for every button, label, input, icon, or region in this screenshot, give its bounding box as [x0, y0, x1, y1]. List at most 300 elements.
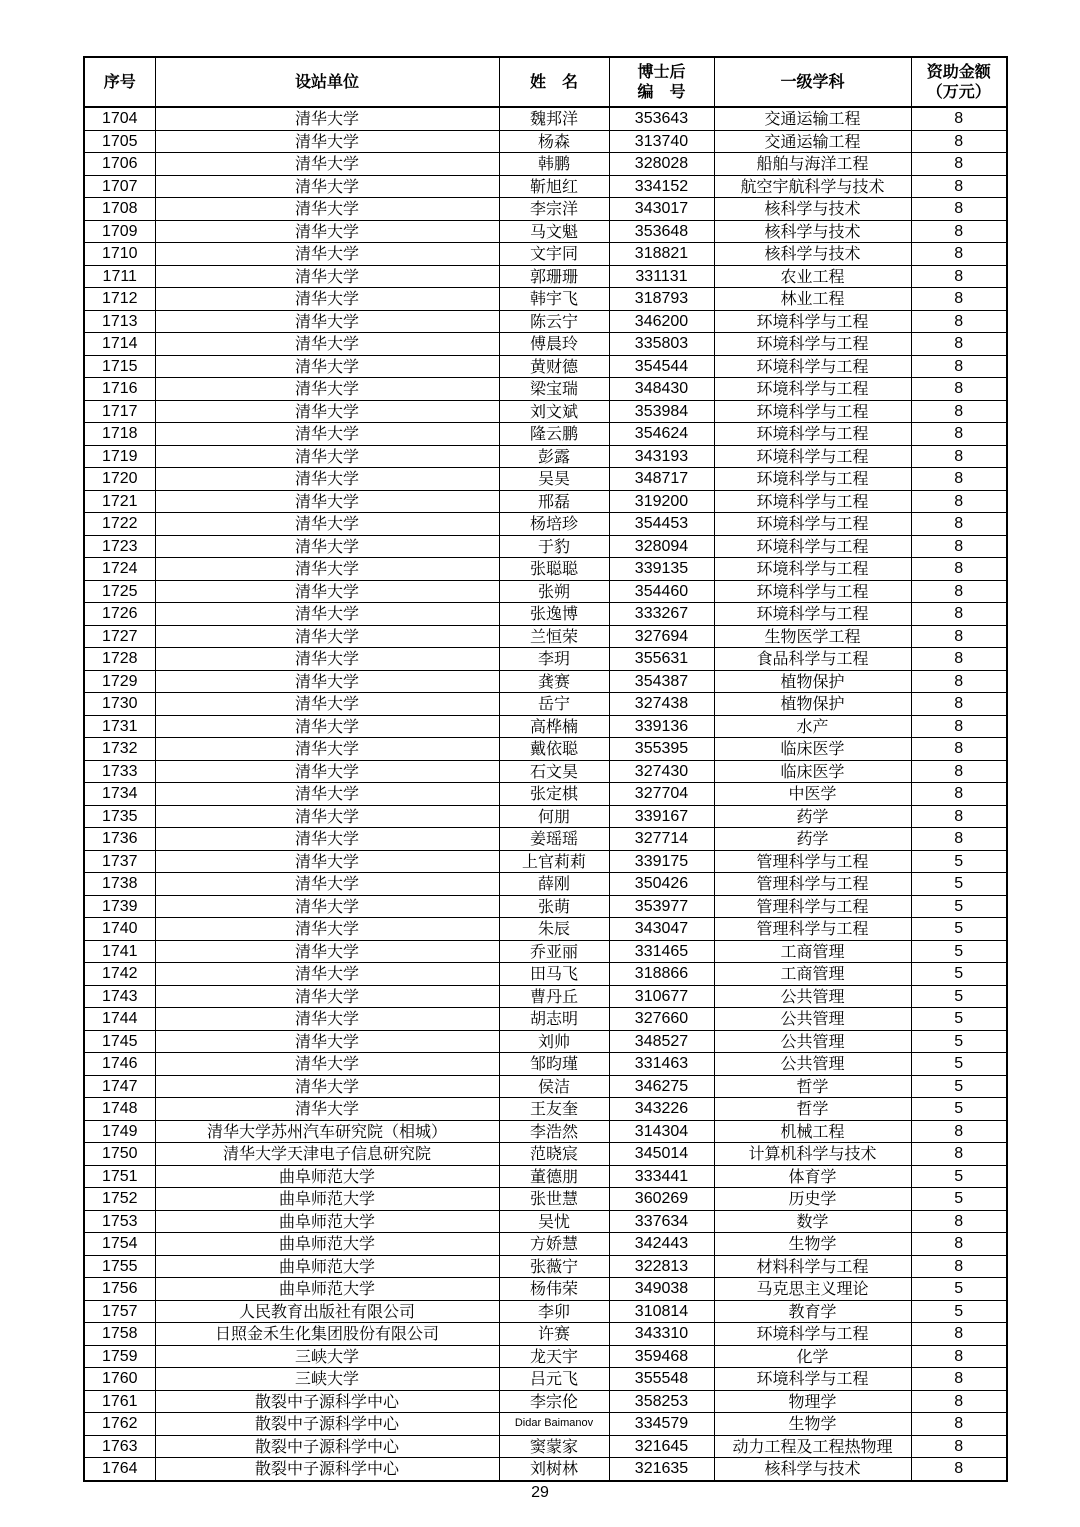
cell-amount: 8	[911, 198, 1007, 221]
cell-amount: 8	[911, 693, 1007, 716]
cell-postdoc-id: 354387	[609, 670, 714, 693]
cell-postdoc-id: 349038	[609, 1278, 714, 1301]
cell-seq: 1743	[84, 985, 155, 1008]
table-row	[84, 535, 1007, 558]
cell-postdoc-id: 360269	[609, 1188, 714, 1211]
header-postdoc-id-line2: 编 号	[637, 82, 686, 101]
table-row	[84, 783, 1007, 806]
cell-unit: 曲阜师范大学	[155, 1188, 499, 1211]
cell-seq: 1732	[84, 738, 155, 761]
cell-postdoc-id: 354624	[609, 423, 714, 446]
cell-amount: 8	[911, 1435, 1007, 1458]
cell-amount: 8	[911, 1345, 1007, 1368]
header-amount-line1: 资助金额	[926, 62, 991, 81]
cell-discipline: 核科学与技术	[714, 243, 911, 266]
cell-postdoc-id: 331465	[609, 940, 714, 963]
cell-amount: 5	[911, 1030, 1007, 1053]
table-row	[84, 895, 1007, 918]
cell-name: 张萌	[499, 895, 609, 918]
cell-name: 张薇宁	[499, 1255, 609, 1278]
cell-seq: 1751	[84, 1165, 155, 1188]
table-row	[84, 828, 1007, 851]
cell-name: 上官莉莉	[499, 850, 609, 873]
cell-name: 侯洁	[499, 1075, 609, 1098]
cell-amount: 8	[911, 513, 1007, 536]
cell-postdoc-id: 319200	[609, 490, 714, 513]
cell-amount: 8	[911, 265, 1007, 288]
header-postdoc-id-line1: 博士后	[637, 62, 686, 81]
cell-postdoc-id: 318866	[609, 963, 714, 986]
cell-name: 李宗伦	[499, 1390, 609, 1413]
header-discipline: 一级学科	[714, 57, 911, 107]
cell-amount: 8	[911, 670, 1007, 693]
cell-seq: 1742	[84, 963, 155, 986]
cell-discipline: 农业工程	[714, 265, 911, 288]
table-row	[84, 625, 1007, 648]
cell-amount: 5	[911, 1278, 1007, 1301]
cell-name: 方娇慧	[499, 1233, 609, 1256]
cell-name: 张朔	[499, 580, 609, 603]
cell-seq: 1744	[84, 1008, 155, 1031]
cell-name: 马文魁	[499, 220, 609, 243]
cell-postdoc-id: 334152	[609, 175, 714, 198]
cell-discipline: 公共管理	[714, 1030, 911, 1053]
cell-discipline: 公共管理	[714, 1008, 911, 1031]
table-row	[84, 693, 1007, 716]
table-row	[84, 288, 1007, 311]
table-row	[84, 760, 1007, 783]
cell-amount: 5	[911, 985, 1007, 1008]
table-row	[84, 107, 1007, 130]
cell-seq: 1726	[84, 603, 155, 626]
cell-amount: 5	[911, 1075, 1007, 1098]
table-row	[84, 400, 1007, 423]
funding-table	[83, 56, 1008, 1482]
cell-seq: 1733	[84, 760, 155, 783]
table-header-row	[84, 57, 1007, 107]
cell-name: 范晓宸	[499, 1143, 609, 1166]
cell-name: 韩鹏	[499, 153, 609, 176]
cell-discipline: 临床医学	[714, 760, 911, 783]
cell-seq: 1753	[84, 1210, 155, 1233]
cell-seq: 1727	[84, 625, 155, 648]
table-row	[84, 513, 1007, 536]
cell-postdoc-id: 346275	[609, 1075, 714, 1098]
cell-amount: 5	[911, 1008, 1007, 1031]
cell-postdoc-id: 321645	[609, 1435, 714, 1458]
table-row	[84, 918, 1007, 941]
cell-unit: 清华大学	[155, 107, 499, 130]
table-row	[84, 1210, 1007, 1233]
cell-amount: 8	[911, 648, 1007, 671]
cell-name: 田马飞	[499, 963, 609, 986]
table-row	[84, 198, 1007, 221]
cell-unit: 清华大学	[155, 895, 499, 918]
cell-unit: 清华大学	[155, 355, 499, 378]
table-row	[84, 1165, 1007, 1188]
cell-seq: 1718	[84, 423, 155, 446]
cell-discipline: 马克思主义理论	[714, 1278, 911, 1301]
cell-seq: 1719	[84, 445, 155, 468]
cell-unit: 清华大学	[155, 940, 499, 963]
table-row	[84, 1368, 1007, 1391]
cell-name: 龚赛	[499, 670, 609, 693]
cell-amount: 8	[911, 1458, 1007, 1481]
table-row	[84, 1188, 1007, 1211]
cell-name: 靳旭红	[499, 175, 609, 198]
cell-postdoc-id: 339175	[609, 850, 714, 873]
cell-amount: 8	[911, 288, 1007, 311]
cell-postdoc-id: 353643	[609, 107, 714, 130]
cell-name: 杨森	[499, 130, 609, 153]
table-row	[84, 805, 1007, 828]
cell-discipline: 环境科学与工程	[714, 1368, 911, 1391]
cell-name: 黄财德	[499, 355, 609, 378]
cell-postdoc-id: 353977	[609, 895, 714, 918]
cell-seq: 1761	[84, 1390, 155, 1413]
cell-postdoc-id: 346200	[609, 310, 714, 333]
cell-amount: 8	[911, 828, 1007, 851]
cell-amount: 8	[911, 580, 1007, 603]
cell-name: 梁宝瑞	[499, 378, 609, 401]
cell-unit: 清华大学	[155, 715, 499, 738]
cell-unit: 清华大学	[155, 558, 499, 581]
cell-seq: 1750	[84, 1143, 155, 1166]
cell-name: 薛刚	[499, 873, 609, 896]
cell-seq: 1723	[84, 535, 155, 558]
header-amount	[911, 57, 1007, 107]
cell-seq: 1754	[84, 1233, 155, 1256]
cell-discipline: 生物学	[714, 1233, 911, 1256]
cell-seq: 1736	[84, 828, 155, 851]
cell-name: 杨伟荣	[499, 1278, 609, 1301]
cell-discipline: 生物医学工程	[714, 625, 911, 648]
cell-unit: 散裂中子源科学中心	[155, 1413, 499, 1436]
table-row	[84, 355, 1007, 378]
cell-seq: 1728	[84, 648, 155, 671]
cell-unit: 清华大学	[155, 468, 499, 491]
header-name: 姓 名	[499, 57, 609, 107]
cell-discipline: 环境科学与工程	[714, 490, 911, 513]
cell-name: 李卯	[499, 1300, 609, 1323]
cell-postdoc-id: 327438	[609, 693, 714, 716]
table-row	[84, 558, 1007, 581]
cell-seq: 1716	[84, 378, 155, 401]
cell-name: 曹丹丘	[499, 985, 609, 1008]
cell-discipline: 教育学	[714, 1300, 911, 1323]
cell-discipline: 环境科学与工程	[714, 445, 911, 468]
cell-amount: 8	[911, 1143, 1007, 1166]
cell-name: 乔亚丽	[499, 940, 609, 963]
cell-seq: 1705	[84, 130, 155, 153]
cell-amount: 8	[911, 783, 1007, 806]
cell-discipline: 植物保护	[714, 670, 911, 693]
cell-discipline: 哲学	[714, 1075, 911, 1098]
cell-name: 吴昊	[499, 468, 609, 491]
cell-name: 隆云鹏	[499, 423, 609, 446]
cell-amount: 8	[911, 220, 1007, 243]
cell-seq: 1758	[84, 1323, 155, 1346]
cell-unit: 清华大学	[155, 603, 499, 626]
cell-postdoc-id: 327430	[609, 760, 714, 783]
cell-amount: 5	[911, 963, 1007, 986]
cell-unit: 散裂中子源科学中心	[155, 1435, 499, 1458]
cell-unit: 三峡大学	[155, 1345, 499, 1368]
table-row	[84, 1120, 1007, 1143]
cell-discipline: 药学	[714, 805, 911, 828]
cell-amount: 5	[911, 940, 1007, 963]
cell-amount: 5	[911, 1300, 1007, 1323]
cell-amount: 8	[911, 175, 1007, 198]
cell-discipline: 哲学	[714, 1098, 911, 1121]
cell-postdoc-id: 359468	[609, 1345, 714, 1368]
cell-unit: 清华大学	[155, 760, 499, 783]
cell-name: 王友奎	[499, 1098, 609, 1121]
table-row	[84, 490, 1007, 513]
cell-postdoc-id: 355631	[609, 648, 714, 671]
cell-unit: 清华大学	[155, 445, 499, 468]
cell-discipline: 公共管理	[714, 1053, 911, 1076]
cell-name: 傅晨玲	[499, 333, 609, 356]
cell-discipline: 船舶与海洋工程	[714, 153, 911, 176]
cell-seq: 1708	[84, 198, 155, 221]
cell-unit: 清华大学	[155, 243, 499, 266]
table-row	[84, 963, 1007, 986]
cell-unit: 日照金禾生化集团股份有限公司	[155, 1323, 499, 1346]
cell-unit: 清华大学	[155, 1008, 499, 1031]
table-row	[84, 603, 1007, 626]
cell-discipline: 环境科学与工程	[714, 378, 911, 401]
cell-unit: 散裂中子源科学中心	[155, 1390, 499, 1413]
cell-postdoc-id: 327694	[609, 625, 714, 648]
cell-name: 张定棋	[499, 783, 609, 806]
cell-unit: 清华大学	[155, 535, 499, 558]
cell-unit: 散裂中子源科学中心	[155, 1458, 499, 1481]
cell-name: 郭珊珊	[499, 265, 609, 288]
cell-name: 石文昊	[499, 760, 609, 783]
table-row	[84, 1300, 1007, 1323]
table-row	[84, 648, 1007, 671]
cell-amount: 8	[911, 378, 1007, 401]
cell-name: 刘树林	[499, 1458, 609, 1481]
cell-unit: 清华大学	[155, 918, 499, 941]
cell-amount: 8	[911, 1255, 1007, 1278]
cell-postdoc-id: 353648	[609, 220, 714, 243]
cell-postdoc-id: 343017	[609, 198, 714, 221]
cell-postdoc-id: 339167	[609, 805, 714, 828]
cell-name: 岳宁	[499, 693, 609, 716]
cell-seq: 1709	[84, 220, 155, 243]
cell-discipline: 交通运输工程	[714, 107, 911, 130]
cell-discipline: 核科学与技术	[714, 220, 911, 243]
cell-postdoc-id: 355548	[609, 1368, 714, 1391]
table-row	[84, 1323, 1007, 1346]
cell-amount: 8	[911, 625, 1007, 648]
cell-amount: 5	[911, 1053, 1007, 1076]
cell-amount: 5	[911, 918, 1007, 941]
cell-name: 李宗洋	[499, 198, 609, 221]
cell-amount: 8	[911, 130, 1007, 153]
cell-unit: 清华大学	[155, 310, 499, 333]
cell-postdoc-id: 327704	[609, 783, 714, 806]
cell-name: 李玥	[499, 648, 609, 671]
cell-seq: 1745	[84, 1030, 155, 1053]
cell-unit: 清华大学	[155, 580, 499, 603]
cell-name: 张聪聪	[499, 558, 609, 581]
cell-seq: 1722	[84, 513, 155, 536]
cell-postdoc-id: 328028	[609, 153, 714, 176]
table-row	[84, 1233, 1007, 1256]
table-row	[84, 1075, 1007, 1098]
cell-postdoc-id: 318821	[609, 243, 714, 266]
cell-name: 文宇同	[499, 243, 609, 266]
cell-name: 朱辰	[499, 918, 609, 941]
cell-amount: 5	[911, 895, 1007, 918]
cell-seq: 1759	[84, 1345, 155, 1368]
cell-name: 邹昀瑾	[499, 1053, 609, 1076]
cell-discipline: 化学	[714, 1345, 911, 1368]
cell-discipline: 数学	[714, 1210, 911, 1233]
table-row	[84, 670, 1007, 693]
header-seq: 序号	[84, 57, 155, 107]
cell-amount: 8	[911, 1233, 1007, 1256]
cell-unit: 清华大学	[155, 1053, 499, 1076]
cell-unit: 清华大学	[155, 175, 499, 198]
cell-amount: 5	[911, 1188, 1007, 1211]
cell-amount: 8	[911, 333, 1007, 356]
cell-amount: 8	[911, 603, 1007, 626]
cell-postdoc-id: 355395	[609, 738, 714, 761]
cell-amount: 5	[911, 1165, 1007, 1188]
cell-name: 姜瑶瑶	[499, 828, 609, 851]
cell-discipline: 交通运输工程	[714, 130, 911, 153]
cell-amount: 8	[911, 535, 1007, 558]
cell-discipline: 环境科学与工程	[714, 423, 911, 446]
cell-postdoc-id: 327660	[609, 1008, 714, 1031]
cell-unit: 清华大学	[155, 288, 499, 311]
table-row	[84, 310, 1007, 333]
cell-seq: 1706	[84, 153, 155, 176]
cell-seq: 1725	[84, 580, 155, 603]
cell-seq: 1731	[84, 715, 155, 738]
cell-name: 窦蒙家	[499, 1435, 609, 1458]
cell-name: 高桦楠	[499, 715, 609, 738]
cell-unit: 清华大学	[155, 153, 499, 176]
cell-discipline: 环境科学与工程	[714, 535, 911, 558]
cell-discipline: 环境科学与工程	[714, 310, 911, 333]
cell-name: Didar Baimanov	[499, 1413, 609, 1436]
cell-unit: 清华大学	[155, 783, 499, 806]
cell-unit: 三峡大学	[155, 1368, 499, 1391]
cell-discipline: 环境科学与工程	[714, 333, 911, 356]
cell-unit: 人民教育出版社有限公司	[155, 1300, 499, 1323]
cell-seq: 1738	[84, 873, 155, 896]
cell-unit: 清华大学	[155, 873, 499, 896]
cell-name: 邢磊	[499, 490, 609, 513]
cell-amount: 8	[911, 1413, 1007, 1436]
table-body	[84, 107, 1007, 1481]
cell-unit: 清华大学苏州汽车研究院（相城）	[155, 1120, 499, 1143]
cell-discipline: 管理科学与工程	[714, 918, 911, 941]
table-row	[84, 1008, 1007, 1031]
cell-unit: 清华大学	[155, 400, 499, 423]
table-row	[84, 1030, 1007, 1053]
cell-name: 刘文斌	[499, 400, 609, 423]
cell-unit: 曲阜师范大学	[155, 1210, 499, 1233]
cell-postdoc-id: 331131	[609, 265, 714, 288]
cell-unit: 清华大学	[155, 625, 499, 648]
cell-seq: 1712	[84, 288, 155, 311]
header-unit: 设站单位	[155, 57, 499, 107]
cell-amount: 8	[911, 760, 1007, 783]
cell-unit: 清华大学	[155, 490, 499, 513]
cell-name: 吕元飞	[499, 1368, 609, 1391]
cell-seq: 1714	[84, 333, 155, 356]
cell-amount: 8	[911, 400, 1007, 423]
header-postdoc-id	[609, 57, 714, 107]
table-row	[84, 715, 1007, 738]
cell-postdoc-id: 328094	[609, 535, 714, 558]
cell-seq: 1740	[84, 918, 155, 941]
cell-discipline: 航空宇航科学与技术	[714, 175, 911, 198]
cell-unit: 曲阜师范大学	[155, 1165, 499, 1188]
cell-discipline: 林业工程	[714, 288, 911, 311]
cell-discipline: 管理科学与工程	[714, 850, 911, 873]
table-row	[84, 738, 1007, 761]
cell-seq: 1720	[84, 468, 155, 491]
cell-unit: 清华大学	[155, 1098, 499, 1121]
cell-postdoc-id: 339136	[609, 715, 714, 738]
cell-seq: 1737	[84, 850, 155, 873]
cell-postdoc-id: 354453	[609, 513, 714, 536]
cell-unit: 清华大学	[155, 265, 499, 288]
cell-seq: 1717	[84, 400, 155, 423]
cell-amount: 5	[911, 850, 1007, 873]
cell-discipline: 环境科学与工程	[714, 603, 911, 626]
table-row	[84, 265, 1007, 288]
cell-seq: 1729	[84, 670, 155, 693]
cell-name: 董德朋	[499, 1165, 609, 1188]
cell-discipline: 工商管理	[714, 963, 911, 986]
cell-seq: 1713	[84, 310, 155, 333]
cell-discipline: 物理学	[714, 1390, 911, 1413]
cell-seq: 1749	[84, 1120, 155, 1143]
cell-postdoc-id: 335803	[609, 333, 714, 356]
cell-name: 陈云宁	[499, 310, 609, 333]
table-row	[84, 1390, 1007, 1413]
cell-postdoc-id: 310814	[609, 1300, 714, 1323]
cell-name: 韩宇飞	[499, 288, 609, 311]
cell-seq: 1710	[84, 243, 155, 266]
cell-amount: 8	[911, 243, 1007, 266]
cell-discipline: 核科学与技术	[714, 1458, 911, 1481]
cell-unit: 清华大学	[155, 828, 499, 851]
cell-unit: 曲阜师范大学	[155, 1278, 499, 1301]
cell-unit: 清华大学	[155, 738, 499, 761]
cell-name: 胡志明	[499, 1008, 609, 1031]
cell-postdoc-id: 358253	[609, 1390, 714, 1413]
cell-unit: 清华大学	[155, 423, 499, 446]
table-row	[84, 1053, 1007, 1076]
cell-discipline: 环境科学与工程	[714, 558, 911, 581]
cell-discipline: 核科学与技术	[714, 198, 911, 221]
cell-postdoc-id: 321635	[609, 1458, 714, 1481]
cell-postdoc-id: 314304	[609, 1120, 714, 1143]
table-row	[84, 153, 1007, 176]
cell-discipline: 水产	[714, 715, 911, 738]
cell-discipline: 临床医学	[714, 738, 911, 761]
cell-discipline: 环境科学与工程	[714, 355, 911, 378]
